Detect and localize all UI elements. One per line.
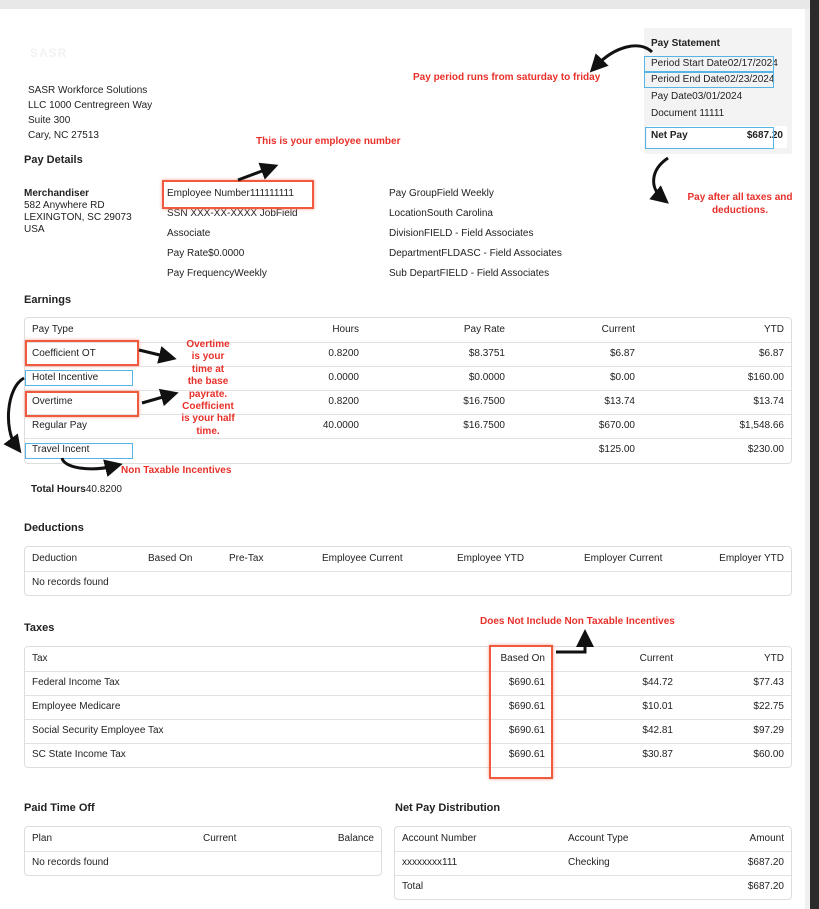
employee-number: Employee Number111111111 (167, 188, 294, 199)
employee-title: Merchandiser (24, 188, 90, 199)
arrow-to-overtime-note-2 (142, 395, 170, 403)
ytd: $77.43 (753, 677, 784, 688)
pay-details-heading: Pay Details (24, 154, 83, 166)
pay-rate: Pay Rate$0.0000 (167, 248, 245, 259)
pay-frequency: Pay FrequencyWeekly (167, 268, 267, 279)
note-line: Coefficient (182, 401, 234, 413)
note-line: Pay after all taxes and (687, 192, 793, 203)
col-header: Tax (32, 653, 48, 664)
col-header: YTD (764, 324, 784, 335)
note-line: payrate. (188, 388, 228, 400)
arrow-from-net-pay (654, 158, 668, 198)
company-line: SASR Workforce Solutions (28, 85, 148, 96)
col-header: Based On (148, 553, 193, 564)
current: $10.01 (642, 701, 673, 712)
col-header: Balance (337, 833, 374, 844)
employee-addr-line: USA (24, 224, 45, 235)
hours: 40.0000 (322, 420, 359, 431)
note-line: Overtime (186, 339, 230, 350)
company-line: LLC 1000 Centregreen Way (28, 100, 153, 111)
ssn: SSN XXX-XX-XXXX JobField (167, 208, 298, 219)
pay-type: Regular Pay (32, 420, 88, 431)
account-type: Checking (568, 857, 610, 868)
ytd: $97.29 (753, 725, 784, 736)
col-header: Account Number (402, 833, 477, 844)
sub-department: Sub DepartFIELD - Field Associates (389, 268, 550, 279)
col-header: Employer Current (584, 553, 663, 564)
net-pay-label: Net Pay (651, 130, 688, 141)
col-header: Employer YTD (719, 553, 784, 564)
empty-message: No records found (32, 577, 109, 588)
based-on: $690.61 (508, 701, 545, 712)
note-line: is your (191, 351, 225, 363)
current: $6.87 (609, 348, 635, 359)
total-label: Total (402, 881, 424, 892)
taxes-heading: Taxes (24, 622, 55, 634)
col-header: Account Type (568, 833, 629, 844)
job: Associate (167, 228, 211, 239)
tax-name: SC State Income Tax (32, 749, 126, 760)
document-number: Document 11111 (651, 108, 725, 119)
pay-type: Coefficient OT (32, 348, 96, 359)
col-header: Based On (500, 653, 545, 664)
based-on: $690.61 (508, 677, 545, 688)
pay-type: Travel Incent (32, 444, 90, 455)
pay-period-note: Pay period runs from saturday to friday (413, 72, 601, 83)
pay-rate: $16.7500 (463, 420, 505, 431)
ytd: $6.87 (758, 348, 784, 359)
tax-name: Social Security Employee Tax (32, 725, 164, 736)
pay-date: Pay Date03/01/2024 (651, 91, 743, 102)
col-header: Deduction (32, 553, 78, 564)
location: LocationSouth Carolina (389, 208, 493, 219)
employee-addr-line: 582 Anywhere RD (24, 200, 105, 211)
arrow-to-period (596, 46, 652, 66)
current: $670.00 (598, 420, 635, 431)
pay-type: Overtime (32, 396, 73, 407)
col-header: Amount (749, 833, 784, 844)
total-amount: $687.20 (747, 881, 784, 892)
note-line: time. (196, 425, 220, 437)
pay-statement-title: Pay Statement (651, 38, 720, 49)
company-logo: SASR (30, 46, 68, 60)
arrow-to-overtime-note-1 (139, 350, 168, 357)
arrow-hotel-to-travel (8, 378, 24, 446)
ytd: $1,548.66 (739, 420, 784, 431)
total-hours-label: Total Hours (31, 484, 86, 495)
pay-type: Hotel Incentive (32, 372, 99, 383)
pay-rate: $0.0000 (468, 372, 505, 383)
current: $125.00 (598, 444, 635, 455)
col-header: YTD (764, 653, 784, 664)
ytd: $13.74 (753, 396, 784, 407)
col-header: Employee Current (322, 553, 403, 564)
period-end: Period End Date02/23/2024 (651, 74, 775, 85)
note-line: time at (191, 363, 225, 375)
tax-name: Employee Medicare (32, 701, 121, 712)
earnings-heading: Earnings (24, 294, 72, 306)
pay-rate: $8.3751 (468, 348, 505, 359)
company-line: Suite 300 (28, 115, 71, 126)
deductions-heading: Deductions (24, 522, 84, 534)
current: $44.72 (642, 677, 673, 688)
note-line: deductions. (711, 205, 769, 216)
ytd: $60.00 (753, 749, 784, 760)
ytd: $230.00 (747, 444, 784, 455)
account-number: xxxxxxxx111 (402, 857, 458, 868)
employee-addr-line: LEXINGTON, SC 29073 (24, 212, 132, 223)
pay-group: Pay GroupField Weekly (389, 188, 494, 199)
current: $13.74 (604, 396, 635, 407)
col-header: Plan (32, 833, 53, 844)
hours: 0.8200 (328, 348, 359, 359)
division: DivisionFIELD - Field Associates (389, 228, 534, 239)
net-pay-value: $687.20 (746, 130, 783, 141)
col-header: Hours (332, 324, 359, 335)
ytd: $160.00 (747, 372, 784, 383)
col-header: Current (601, 324, 635, 335)
employee-number-note: This is your employee number (256, 136, 401, 147)
col-header: Pay Rate (463, 324, 505, 335)
non-taxable-note: Non Taxable Incentives (121, 465, 232, 476)
arrow-to-employee-number (238, 168, 270, 180)
col-header: Pre-Tax (229, 553, 264, 564)
distribution-heading: Net Pay Distribution (395, 802, 501, 814)
col-header: Current (639, 653, 673, 664)
hours: 0.8200 (328, 396, 359, 407)
based-on: $690.61 (508, 725, 545, 736)
not-include-note: Does Not Include Non Taxable Incentives (480, 616, 675, 627)
department: DepartmentFLDASC - Field Associates (389, 248, 562, 259)
arrow-to-not-include (556, 638, 585, 652)
col-header: Pay Type (32, 324, 74, 335)
current: $0.00 (609, 372, 635, 383)
period-start: Period Start Date02/17/2024 (651, 58, 778, 69)
hours: 0.0000 (328, 372, 359, 383)
pto-heading: Paid Time Off (24, 802, 95, 814)
company-line: Cary, NC 27513 (28, 130, 99, 141)
note-line: is your half (181, 413, 235, 425)
arrow-to-non-taxable (62, 458, 114, 469)
col-header: Current (203, 833, 237, 844)
pay-rate: $16.7500 (463, 396, 505, 407)
note-line: the base (187, 376, 229, 388)
ytd: $22.75 (753, 701, 784, 712)
amount: $687.20 (747, 857, 784, 868)
current: $30.87 (642, 749, 673, 760)
current: $42.81 (642, 725, 673, 736)
tax-name: Federal Income Tax (32, 677, 120, 688)
col-header: Employee YTD (457, 553, 525, 564)
empty-message: No records found (32, 857, 109, 868)
total-hours-value: 40.8200 (85, 484, 122, 495)
based-on: $690.61 (508, 749, 545, 760)
